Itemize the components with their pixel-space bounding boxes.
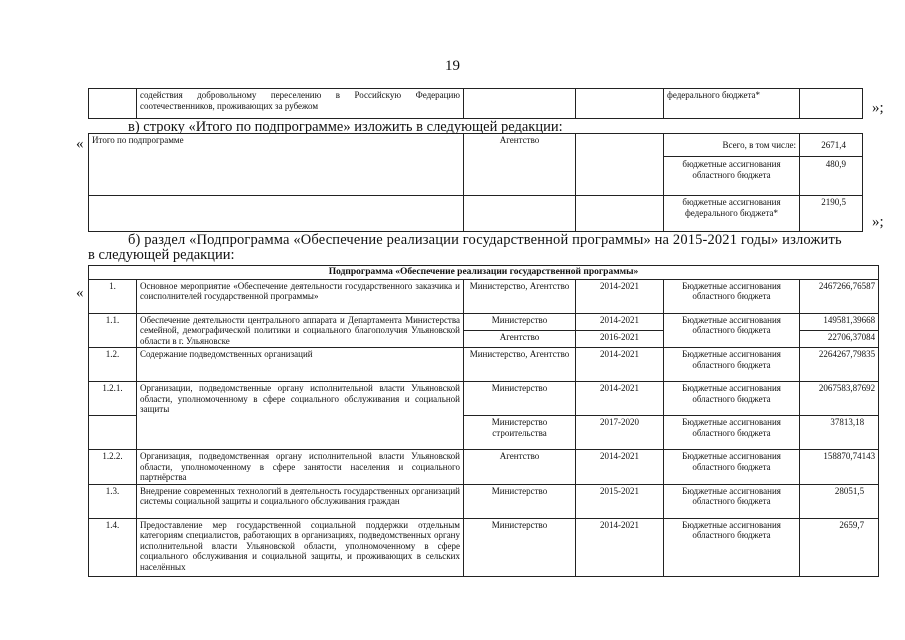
total-src (664, 134, 800, 196)
table-row (89, 484, 879, 518)
row-exec: Министерство (464, 484, 576, 518)
row-years-2: 2016-2021 (576, 330, 664, 347)
row-years-2: 2017-2020 (576, 416, 664, 450)
row-value: 158870,74143 (800, 450, 879, 485)
row-name: Внедрение современных технологий в деятельность государственных организаций системы социальной защиты и социального обслуживания граждан (137, 484, 464, 518)
paragraph-b-line1: б) раздел «Подпрограмма «Обеспечение реализации государственной программы» на 2015-2021 годы» изложить (128, 232, 842, 248)
row-num-empty (89, 416, 137, 450)
total-value-all: 2671,4 (821, 140, 846, 150)
row-value: 2067583,87692 (800, 382, 879, 416)
total-value-regional: 480,9 (800, 156, 862, 195)
paragraph-b-line2: в следующей редакции: (88, 247, 235, 263)
row-value: 149581,39668 (800, 313, 879, 330)
row-src: Бюджетные ассигнования областного бюджета (664, 348, 800, 382)
table-row (89, 279, 879, 313)
row-num: 1.4. (89, 518, 137, 576)
row-name: Организация, подведомственная органу исполнительной власти Ульяновской области, уполномоченному в сфере занятости населения и социального партнёрства (137, 450, 464, 485)
row-exec-2: Агентство (464, 330, 576, 347)
row-value-2: 22706,37084 (800, 330, 879, 347)
row-years: 2014-2021 (576, 348, 664, 382)
main-table (88, 265, 879, 577)
total-years-2 (576, 196, 664, 232)
cell-years (576, 89, 664, 119)
cell-exec (464, 89, 576, 119)
row-name: Предоставление мер государственной социальной поддержки отдельным категориям специалистов, работающих в организациях, подведомственных органу исполнительной власти Ульяновской области, уполномоченному в сфере социального обслуживания и социальной защиты, и проживающих в сельских населённых (137, 518, 464, 576)
row-src: Бюджетные ассигнования областного бюджета (664, 518, 800, 576)
row-value: 2264267,79835 (800, 348, 879, 382)
total-label-all: Всего, в том числе: (722, 140, 796, 150)
row-exec: Министерство, Агентство (464, 279, 576, 313)
top-fragment-table (88, 88, 863, 119)
close-quote-total: »; (872, 214, 884, 230)
row-name: Основное мероприятие «Обеспечение деятельности государственного заказчика и соисполнителей государственной программы» (137, 279, 464, 313)
total-exec-2 (464, 196, 576, 232)
total-value-federal: 2190,5 (800, 196, 863, 232)
row-src: Бюджетные ассигнования областного бюджета (664, 279, 800, 313)
row-num: 1.3. (89, 484, 137, 518)
cell-name: содействия добровольному переселению в Российскую Федерацию соотечественников, проживающих за рубежом (137, 89, 464, 119)
open-quote-total: « (76, 136, 84, 152)
row-exec: Министерство, Агентство (464, 348, 576, 382)
row-value-2: 37813,18 (800, 416, 879, 450)
row-years: 2014-2021 (576, 279, 664, 313)
row-years: 2014-2021 (576, 313, 664, 330)
row-src: Бюджетные ассигнования областного бюджета (664, 382, 800, 416)
row-src-2: Бюджетные ассигнования областного бюджета (664, 416, 800, 450)
table-row (89, 382, 879, 416)
row-num: 1.2.2. (89, 450, 137, 485)
row-num: 1. (89, 279, 137, 313)
row-value: 2467266,76587 (800, 279, 879, 313)
row-years: 2014-2021 (576, 382, 664, 416)
total-table (88, 133, 863, 232)
cell-value (800, 89, 863, 119)
row-exec: Министерство (464, 518, 576, 576)
row-num: 1.2. (89, 348, 137, 382)
total-label-federal: бюджетные ассигнования федерального бюджета* (664, 196, 800, 232)
table-title: Подпрограмма «Обеспечение реализации государственной программы» (89, 266, 879, 280)
paragraph-v: в) строку «Итого по подпрограмме» изложить в следующей редакции: (128, 119, 563, 135)
row-src: Бюджетные ассигнования областного бюджета (664, 450, 800, 485)
table-row (89, 313, 879, 330)
close-quote-top: »; (872, 100, 884, 116)
row-src: Бюджетные ассигнования областного бюджета (664, 484, 800, 518)
row-num: 1.1. (89, 313, 137, 348)
row-exec: Министерство (464, 313, 576, 330)
row-exec: Агентство (464, 450, 576, 485)
row-src: Бюджетные ассигнования областного бюджета (664, 313, 800, 348)
row-years: 2015-2021 (576, 484, 664, 518)
row-value: 28051,5 (800, 484, 879, 518)
open-quote-main: « (76, 285, 84, 301)
row-name: Обеспечение деятельности центрального аппарата и Департамента Министерства семейной, демографической политики и социального благополучия Ульяновской области в г. Ульяновске (137, 313, 464, 348)
page-number: 19 (445, 58, 460, 74)
row-num: 1.2.1. (89, 382, 137, 416)
row-value: 2659,7 (800, 518, 879, 576)
row-name: Содержание подведомственных организаций (137, 348, 464, 382)
cell-src: федерального бюджета* (664, 89, 800, 119)
total-name: Итого по подпрограмме (89, 134, 464, 196)
row-years: 2014-2021 (576, 518, 664, 576)
total-years (576, 134, 664, 196)
total-values (800, 134, 863, 196)
row-years: 2014-2021 (576, 450, 664, 485)
table-row (89, 348, 879, 382)
row-exec: Министерство (464, 382, 576, 416)
cell-num (89, 89, 137, 119)
total-executor: Агентство (464, 134, 576, 196)
total-name-2 (89, 196, 464, 232)
row-name: Организации, подведомственные органу исполнительной власти Ульяновской области, уполномоченному в сфере социального обслуживания и социальной защиты (137, 382, 464, 450)
table-row (89, 518, 879, 576)
table-row (89, 450, 879, 485)
total-label-regional: бюджетные ассигнования областного бюджета (664, 156, 799, 195)
row-exec-2: Министерство строительства (464, 416, 576, 450)
